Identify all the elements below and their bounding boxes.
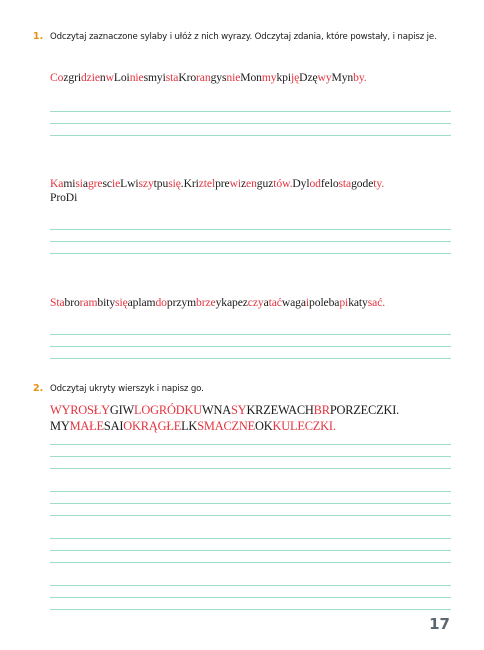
highlighted-syllable: w [105,71,114,84]
plain-syllable: guz [256,177,274,190]
highlighted-syllable: OKRĄGŁE [123,419,182,433]
plain-syllable: pre [215,177,230,190]
highlighted-syllable: gre [87,177,103,190]
highlighted-syllable: BR [313,403,330,417]
writing-line[interactable] [50,538,451,539]
highlighted-syllable: en [246,177,257,190]
highlighted-syllable: sta [338,177,352,190]
plain-syllable: poleba [309,296,340,309]
plain-syllable: gys [210,71,227,84]
plain-syllable: Myn [331,71,354,84]
highlighted-syllable: pi [339,296,349,309]
highlighted-syllable: sać. [367,296,386,309]
plain-syllable: Dyl [292,177,310,190]
highlighted-syllable: WYROSŁY [50,403,110,417]
task-2-number: 2. [33,383,44,394]
syllable-puzzle-1 [50,71,367,85]
highlighted-syllable: szy [138,177,154,190]
highlighted-syllable: SMACZNE [197,419,255,433]
plain-syllable: tpu [153,177,169,190]
plain-syllable: .Kri [180,177,199,190]
writing-line[interactable] [50,597,451,598]
plain-syllable: Mon [240,71,262,84]
writing-line[interactable] [50,503,451,504]
plain-syllable: LK [181,419,198,433]
highlighted-syllable: Sta [50,296,65,309]
writing-line[interactable] [50,515,451,516]
plain-syllable: felo [320,177,339,190]
plain-syllable: sc [102,177,112,190]
highlighted-syllable: ran [196,71,211,84]
plain-syllable: WNA [201,403,231,417]
plain-syllable: Dzę [299,71,318,84]
highlighted-syllable: my [261,71,277,84]
highlighted-syllable: i [305,296,310,309]
writing-line[interactable] [50,241,451,242]
puzzle-line [50,402,399,418]
syllable-puzzle-2 [50,177,384,205]
highlighted-syllable: ram [79,296,98,309]
plain-syllable: SAI [103,419,124,433]
plain-syllable: katy [348,296,368,309]
plain-syllable: OK [255,419,273,433]
puzzle-line [50,71,367,85]
highlighted-syllable: nie [226,71,241,84]
plain-syllable: KRZEWACH [246,403,314,417]
highlighted-syllable: od [309,177,321,190]
highlighted-syllable: wy [317,71,332,84]
plain-syllable: Lwi [120,177,139,190]
highlighted-syllable: KULECZKI. [272,419,336,433]
highlighted-syllable: się [115,296,128,309]
plain-syllable: PORZECZKI. [329,403,400,417]
writing-line[interactable] [50,334,451,335]
highlighted-syllable: Ka [50,177,64,190]
highlighted-syllable: się [168,177,181,190]
highlighted-syllable: ie [111,177,121,190]
task-2-instruction: Odczytaj ukryty wierszyk i napisz go. [50,384,204,394]
task-1-instruction: Odczytaj zaznaczone sylaby i ułóż z nich wyrazy. Odczytaj zdania, które powstały, i napisz je. [50,32,437,42]
writing-line[interactable] [50,468,451,469]
writing-line[interactable] [50,444,451,445]
puzzle-line [50,296,385,310]
highlighted-syllable: czy [247,296,264,309]
writing-line[interactable] [50,111,451,112]
highlighted-syllable: tać [268,296,282,309]
plain-syllable: Kro [178,71,197,84]
plain-syllable: przym [166,296,196,309]
writing-line[interactable] [50,135,451,136]
writing-line[interactable] [50,550,451,551]
highlighted-syllable: do [155,296,167,309]
plain-syllable: MY [50,419,70,433]
highlighted-syllable: tów. [273,177,293,190]
writing-line[interactable] [50,609,451,610]
plain-syllable: ykapez [215,296,248,309]
plain-syllable: kpi [276,71,291,84]
plain-syllable: zgri [63,71,81,84]
plain-syllable: aplam [127,296,156,309]
plain-syllable: n [99,71,106,84]
highlighted-syllable: dzie [80,71,100,84]
highlighted-syllable: MAŁE [69,419,104,433]
plain-syllable: bro [64,296,80,309]
highlighted-syllable: nie [129,71,144,84]
plain-syllable: a [263,296,269,309]
writing-line[interactable] [50,346,451,347]
plain-syllable: bity [97,296,116,309]
writing-line[interactable] [50,456,451,457]
writing-line[interactable] [50,253,451,254]
page-number: 17 [429,615,450,633]
highlighted-syllable: by. [353,71,367,84]
highlighted-syllable: SY [230,403,247,417]
plain-syllable: z [241,177,247,190]
puzzle-line [50,191,384,205]
writing-line[interactable] [50,358,451,359]
highlighted-syllable: LOGRÓDKU [134,403,202,417]
highlighted-syllable: si [75,177,83,190]
plain-syllable: Loi [113,71,130,84]
highlighted-syllable: Co [50,71,64,84]
puzzle-line [50,177,384,191]
writing-line[interactable] [50,229,451,230]
plain-syllable: ProDi [50,191,78,204]
highlighted-syllable: brze [196,296,216,309]
plain-syllable: mi [63,177,76,190]
plain-syllable: waga [281,296,306,309]
writing-line[interactable] [50,562,451,563]
highlighted-syllable: ję [291,71,300,84]
highlighted-syllable: wi [229,177,241,190]
plain-syllable: GIW [109,403,135,417]
highlighted-syllable: ty. [373,177,385,190]
writing-line[interactable] [50,491,451,492]
plain-syllable: smyi [143,71,166,84]
hidden-rhyme-puzzle [50,402,399,434]
highlighted-syllable: ztel [198,177,216,190]
plain-syllable: gode [351,177,374,190]
highlighted-syllable: sta [165,71,179,84]
task-1-number: 1. [33,31,44,42]
puzzle-line [50,418,399,434]
writing-line[interactable] [50,585,451,586]
syllable-puzzle-3 [50,296,385,310]
writing-line[interactable] [50,123,451,124]
plain-syllable: a [82,177,88,190]
